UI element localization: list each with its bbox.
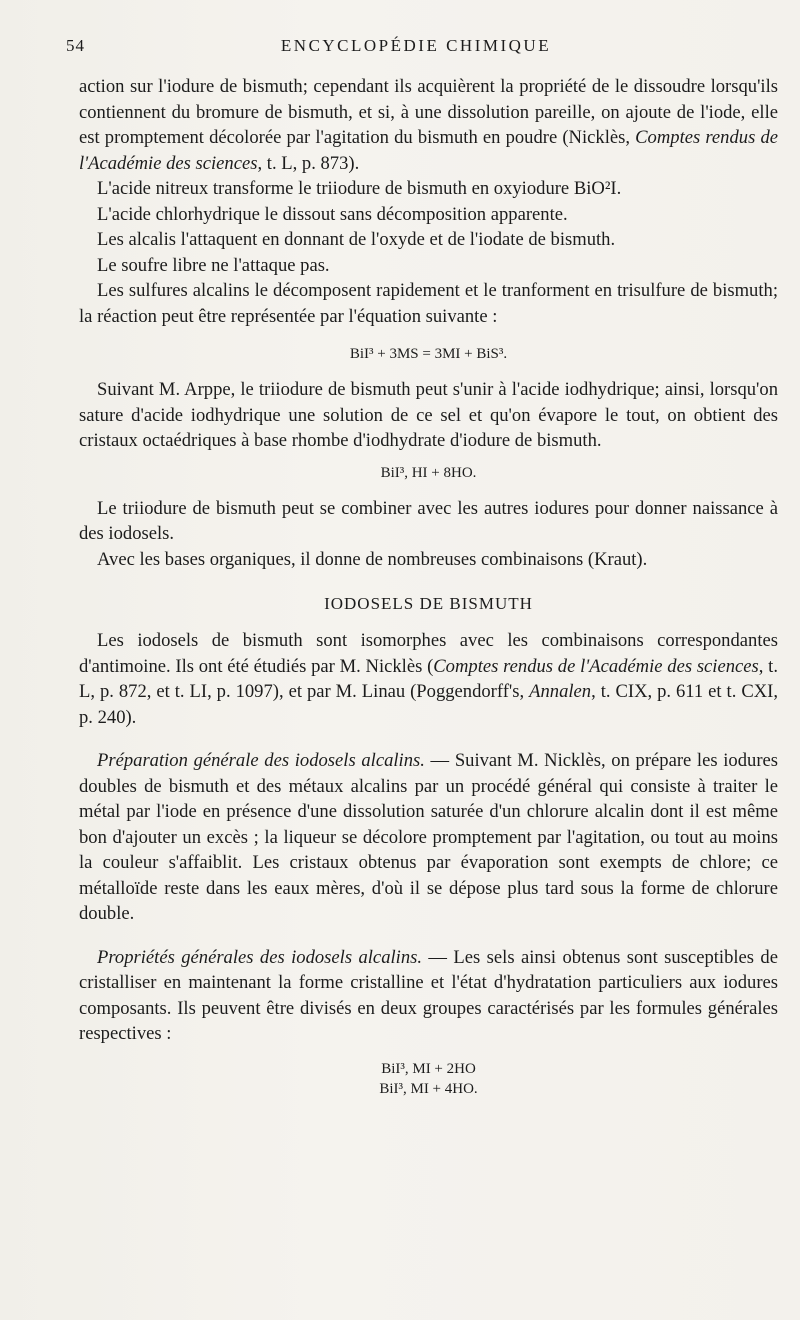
text-span: , t. CIX, p. 611 et t. CXI, p. 240). xyxy=(79,681,778,728)
text-span: — Les sels ainsi obtenus sont susceptibles de cristalliser en maintenant la forme cristalline et l'état d'hydratation particuliers aux iodures composants. Ils peuvent être divisés en deux groupes caractérisés par les formules générales respectives : xyxy=(79,946,778,1044)
running-title: ENCYCLOPÉDIE CHIMIQUE xyxy=(280,36,552,55)
page-number: 54 xyxy=(66,36,85,55)
run-in-title: Propriétés générales des iodosels alcalins. xyxy=(97,946,422,968)
paragraph xyxy=(79,74,778,176)
paragraph: Suivant M. Arppe, le triiodure de bismuth peut s'unir à l'acide iodhydrique; ainsi, lorsqu'on sature d'acide iodhydrique une solution de ce sel et qu'on évapore le tout, on obtient des cristaux octaédriques à base rhombe d'iodhydrate d'iodure de bismuth. xyxy=(79,379,778,451)
paragraph: Le soufre libre ne l'attaque pas. xyxy=(97,254,330,276)
text-span: Les iodosels de bismuth sont isomorphes avec les combinaisons correspondantes d'antimoine. Ils ont été étudiés par M. Nicklès ( xyxy=(79,630,778,677)
paragraph: Les sulfures alcalins le décomposent rapidement et le tranforment en trisulfure de bismuth; la réaction peut être représentée par l'équation suivante : xyxy=(79,280,778,327)
reference-title: Comptes rendus de l'Académie des sciences xyxy=(433,655,759,677)
text-span: — Suivant M. Nicklès, on prépare les iodures doubles de bismuth et des métaux alcalins par un procédé général qui consiste à traiter le métal par l'iode en présence d'une dissolution saturée d'un chlorure alcalin dont il est même bon d'ajouter un excès ; la liqueur se décolore promptement par l'agitation, ou tout au moins la couleur s'affaiblit. Les cristaux obtenus par évaporation sont exempts de chlore; ce métalloïde reste dans les eaux mères, d'où il se dépose plus tard sous la forme de chlorure double. xyxy=(79,750,778,924)
text-span: , t. L, p. 873). xyxy=(257,152,360,174)
reference-title: Comptes rendus de l'Académie des sciences xyxy=(79,127,778,174)
section-heading: IODOSELS DE BISMUTH xyxy=(324,594,533,613)
paragraph: Le triiodure de bismuth peut se combiner avec les autres iodures pour donner naissance à des iodosels. xyxy=(79,497,778,544)
paragraph xyxy=(79,628,778,730)
run-in-title: Préparation générale des iodosels alcalins. xyxy=(97,750,425,771)
paragraph xyxy=(79,748,778,927)
paragraph xyxy=(79,945,778,1047)
formula: BiI³, HI + 8HO. xyxy=(380,464,477,481)
paragraph: Les alcalis l'attaquent en donnant de l'oxyde et de l'iodate de bismuth. xyxy=(97,229,616,250)
formula: BiI³, MI + 2HO xyxy=(381,1060,476,1077)
text-span: , t. L, p. 872, et t. LI, p. 1097), et par M. Linau (Poggendorff's, xyxy=(79,655,778,702)
page-header xyxy=(66,36,766,60)
paragraph: L'acide nitreux transforme le triiodure de bismuth en oxyiodure BiO²I. xyxy=(97,178,622,199)
text-span: action sur l'iodure de bismuth; cependant ils acquièrent la propriété de le dissoudre lorsqu'ils contiennent du bromure de bismuth, et si, à une dissolution pareille, on ajoute de l'iode, elle est promptement décolorée par l'agitation du bismuth en poudre (Nicklès, xyxy=(79,76,778,148)
reference-title: Annalen xyxy=(529,681,592,702)
body-text xyxy=(79,74,778,1099)
paragraph: L'acide chlorhydrique le dissout sans décomposition apparente. xyxy=(97,203,568,225)
formula: BiI³, MI + 4HO. xyxy=(379,1080,478,1097)
formula: BiI³ + 3MS = 3MI + BiS³. xyxy=(349,346,508,362)
paragraph: Avec les bases organiques, il donne de nombreuses combinaisons (Kraut). xyxy=(97,548,648,570)
